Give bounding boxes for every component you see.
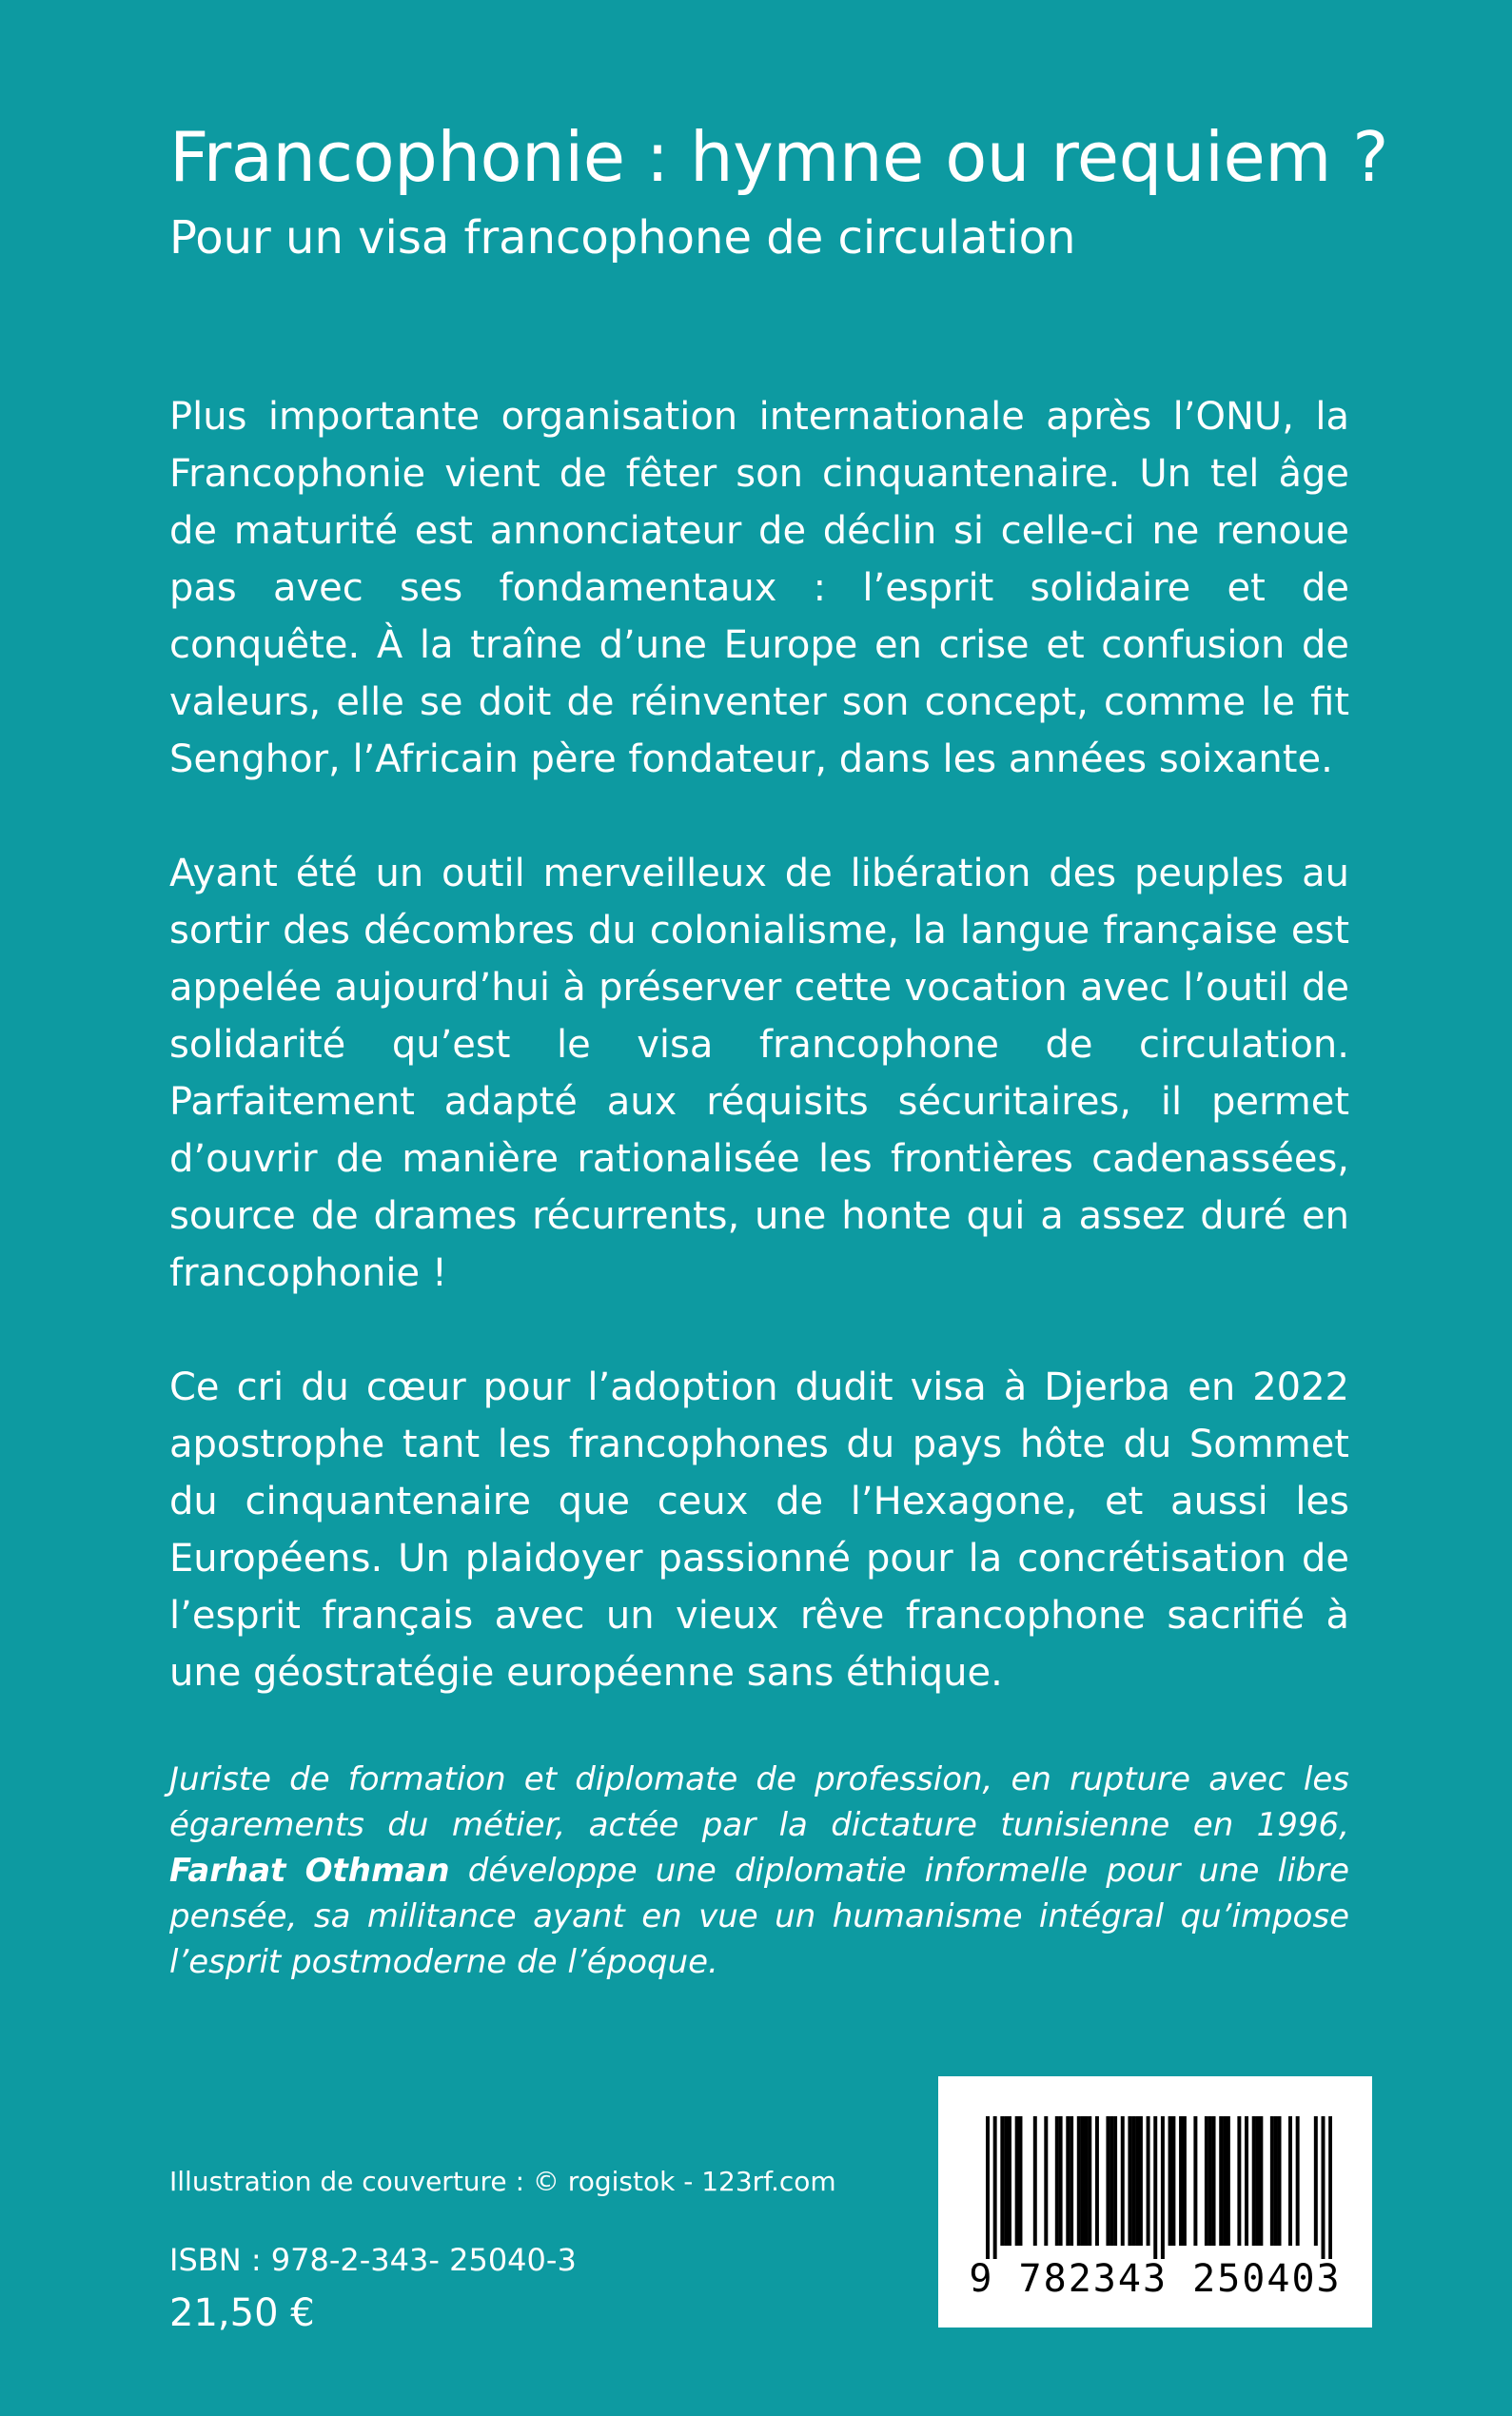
barcode-bar (1328, 2116, 1332, 2259)
barcode-bar (1179, 2116, 1183, 2246)
barcode-bar (1033, 2116, 1037, 2246)
barcode-bar (1296, 2116, 1300, 2246)
barcode-bar (1237, 2116, 1241, 2246)
barcode-bar (1000, 2116, 1004, 2246)
illustration-credit: Illustration de couverture : © rogistok - 123rf.com (169, 2166, 836, 2197)
barcode-bar (1245, 2116, 1248, 2246)
barcode-bar (1135, 2116, 1139, 2246)
barcode-bar (1227, 2116, 1230, 2246)
barcode-bar (1015, 2116, 1019, 2246)
barcode-bar (1219, 2116, 1223, 2246)
barcode-bar (1081, 2116, 1085, 2246)
barcode-bar (1131, 2116, 1135, 2246)
barcode-bar (1139, 2116, 1143, 2246)
barcode-bar (1288, 2116, 1292, 2246)
blurb-paragraph: Ayant été un outil merveilleux de libération des peuples au sortir des décombres du colonialisme, la langue française est appelée aujourd’hui à préserver cette vocation avec l’outil de solidarité qu’est le visa francophone de circulation. Parfaitement adapté aux réquisits sécuritaires, il permet d’ouvrir de manière rationalisée les frontières cadenassées, source de drames récurrents, une honte qui a assez duré en francophonie ! (169, 852, 1349, 1295)
barcode-bar (1044, 2116, 1048, 2246)
book-title: Francophonie : hymne ou requiem ? (169, 117, 1388, 197)
barcode-bar (1252, 2116, 1256, 2246)
isbn: ISBN : 978-2-343- 25040-3 (169, 2242, 577, 2278)
barcode-bar (1084, 2116, 1088, 2246)
barcode-bar (1278, 2116, 1282, 2246)
barcode-bar (1274, 2116, 1278, 2246)
barcode-bar (1153, 2116, 1157, 2259)
barcode-bar (1168, 2116, 1172, 2246)
barcode-digits: 9 782343 250403 (969, 2257, 1342, 2301)
barcode-bar (1161, 2116, 1165, 2259)
barcode-bar (1212, 2116, 1216, 2246)
barcode-bar (986, 2116, 990, 2259)
barcode-bar (993, 2116, 997, 2259)
blurb (169, 388, 1349, 1758)
barcode-bar (1147, 2116, 1150, 2246)
barcode-panel (938, 2076, 1372, 2328)
barcode-bar (1055, 2116, 1059, 2246)
bio-text-before: Juriste de formation et diplomate de profession, en rupture avec les égarements du métier, actée par la dictature tunisienne en 1996, (169, 1760, 1349, 1844)
barcode-bar (1259, 2116, 1263, 2246)
author-name: Farhat Othman (169, 1852, 450, 1890)
book-subtitle: Pour un visa francophone de circulation (169, 211, 1076, 265)
blurb-paragraph: Plus importante organisation internationale après l’ONU, la Francophonie vient de fêter son cinquantenaire. Un tel âge de maturité est annonciateur de déclin si celle-ci ne renoue pas avec ses fondamentaux : l’esprit solidaire et de conquête. À la traîne d’une Europe en crise et confusion de valeurs, elle se doit de réinventer son concept, comme le fit Senghor, l’Africain père fondateur, dans les années soixante. (169, 395, 1349, 781)
barcode-bar (1004, 2116, 1008, 2246)
blurb-paragraph: Ce cri du cœur pour l’adoption dudit visa à Djerba en 2022 apostrophe tant les francophones du pays hôte du Sommet du cinquantenaire que ceux de l’Hexagone, et aussi les Européens. Un plaidoyer passionné pour la concrétisation de l’esprit français avec un vieux rêve francophone sacrifié à une géostratégie européenne sans éthique. (169, 1365, 1349, 1695)
author-bio (169, 1757, 1349, 1985)
barcode-bar (1171, 2116, 1175, 2246)
barcode-bar (1270, 2116, 1274, 2246)
bio-text-after: développe une diplomatie informelle pour une libre pensée, sa militance ayant en vue un humanisme intégral qu’impose l’esprit postmoderne de l’époque. (169, 1852, 1349, 1981)
barcode-bar (1008, 2116, 1011, 2246)
barcode-bar (1018, 2116, 1022, 2246)
barcode-icon (986, 2116, 1332, 2259)
barcode-bar (1059, 2116, 1063, 2246)
barcode-bar (1121, 2116, 1125, 2246)
price: 21,50 € (169, 2291, 315, 2335)
barcode-bar (1193, 2116, 1197, 2246)
barcode-bar (1322, 2116, 1325, 2259)
barcode-bar (1314, 2116, 1318, 2246)
barcode-bar (1113, 2116, 1117, 2246)
barcode-bar (1223, 2116, 1227, 2246)
barcode-bar (1208, 2116, 1212, 2246)
barcode-bar (1066, 2116, 1070, 2246)
barcode-bar (1106, 2116, 1109, 2246)
barcode-bar (1183, 2116, 1187, 2246)
barcode-bar (1128, 2116, 1131, 2246)
barcode-bar (1205, 2116, 1208, 2246)
barcode-bar (1109, 2116, 1113, 2246)
barcode-bar (1095, 2116, 1099, 2246)
barcode-bar (1088, 2116, 1091, 2246)
barcode-bar (1256, 2116, 1260, 2246)
barcode-bar (1077, 2116, 1081, 2246)
barcode-bar (1070, 2116, 1073, 2246)
